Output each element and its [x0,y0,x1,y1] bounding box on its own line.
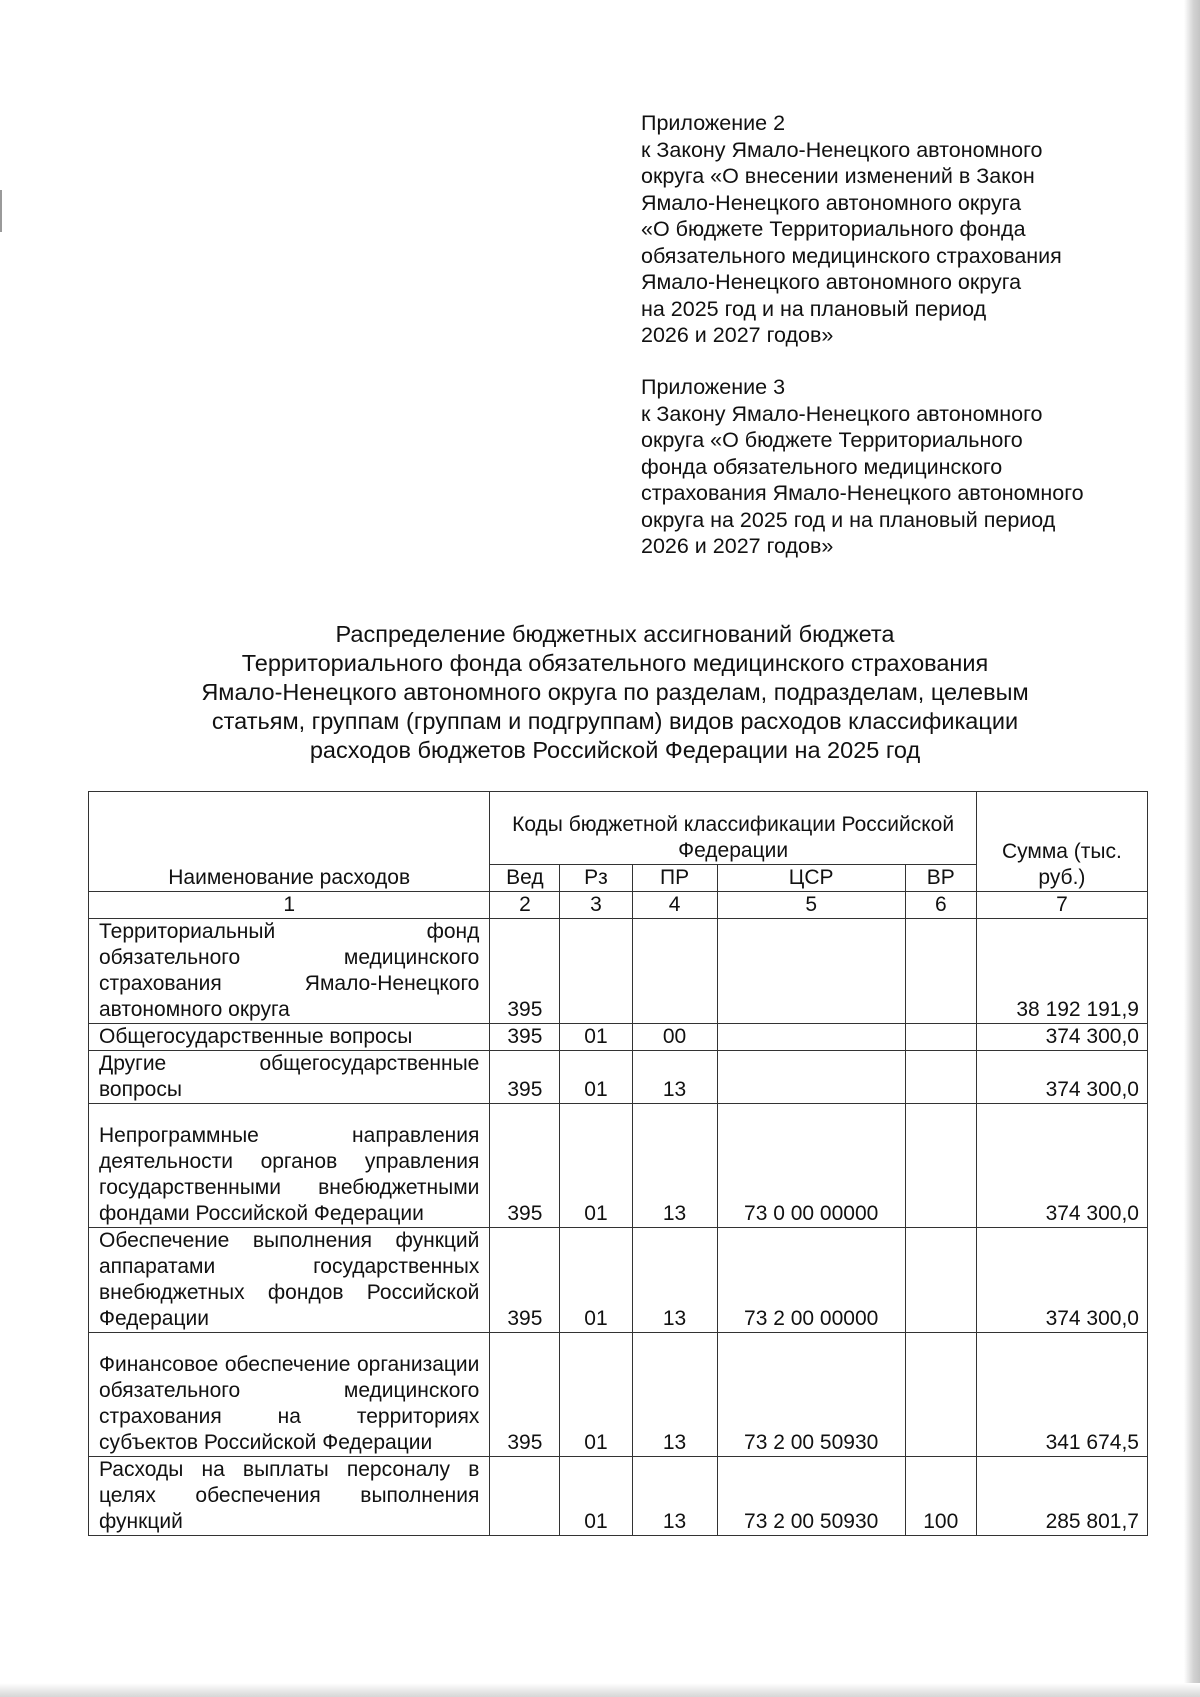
ved-cell: 395 [490,1333,560,1457]
column-number: 4 [632,892,717,919]
table-header [89,792,1148,919]
annex-line: Приложение 2 [641,111,786,135]
pr-cell [632,919,717,1024]
rz-cell: 01 [560,1228,632,1333]
header-csr: ЦСР [717,865,905,892]
rz-cell [560,919,632,1024]
page-edge-shadow [1184,0,1200,1697]
column-number: 1 [89,892,490,919]
csr-cell: 73 2 00 50930 [717,1333,905,1457]
column-number-row [89,892,1148,919]
pr-cell: 13 [632,1228,717,1333]
document-title [90,620,1140,765]
expense-name-cell: Другие общегосударственные вопросы [89,1051,490,1104]
csr-cell [717,1024,905,1051]
rz-cell: 01 [560,1333,632,1457]
vr-cell [905,1228,976,1333]
expense-name-cell: Обеспечение выполнения функций аппаратами государственных внебюджетных фондов Российской Федерации [89,1228,490,1333]
title-line: расходов бюджетов Российской Федерации на 2025 год [309,737,921,763]
table-row [89,919,1148,1024]
csr-cell: 73 2 00 00000 [717,1228,905,1333]
table-body [89,919,1148,1536]
pr-cell: 13 [632,1457,717,1536]
header-name: Наименование расходов [89,792,490,892]
table-row [89,1051,1148,1104]
title-line: Территориального фонда обязательного медицинского страхования [241,650,989,676]
header-ved: Вед [490,865,560,892]
ved-cell: 395 [490,1104,560,1228]
annex-line: обязательного медицинского страхования [641,243,1062,268]
annex-line: округа «О внесении изменений в Закон [641,164,1035,188]
title-line: Ямало-Ненецкого автономного округа по разделам, подразделам, целевым [201,679,1029,705]
vr-cell [905,919,976,1024]
sum-cell: 374 300,0 [976,1024,1147,1051]
vr-cell [905,1333,976,1457]
annex-2-header [641,110,1161,349]
annex-line: «О бюджете Территориального фонда [641,217,1026,241]
vr-cell [905,1051,976,1104]
annex-line: Ямало-Ненецкого автономного округа [641,190,1022,215]
title-line: Распределение бюджетных ассигнований бюджета [335,621,895,647]
expense-name-cell: Финансовое обеспечение организации обязательного медицинского страхования на территориях субъектов Российской Федерации [89,1333,490,1457]
annex-line: фонда обязательного медицинского [641,454,1003,479]
csr-cell: 73 2 00 50930 [717,1457,905,1536]
sum-cell: 341 674,5 [976,1333,1147,1457]
annex-line: 2026 и 2027 годов» [641,323,834,347]
header-rz: Рз [560,865,632,892]
scan-margin-mark [0,190,2,232]
vr-cell: 100 [905,1457,976,1536]
expense-name-cell: Территориальный фонд обязательного медицинского страхования Ямало-Ненецкого автономного округа [89,919,490,1024]
ved-cell: 395 [490,919,560,1024]
page-bottom-shadow [0,1683,1200,1697]
annex-line: округа «О бюджете Территориального [641,428,1023,452]
title-line: статьям, группам (группам и подгруппам) видов расходов классификации [211,708,1019,734]
column-number: 6 [905,892,976,919]
pr-cell: 13 [632,1104,717,1228]
ved-cell: 395 [490,1024,560,1051]
annex-line: Ямало-Ненецкого автономного округа [641,270,1022,294]
table-row [89,1457,1148,1536]
column-number: 7 [976,892,1147,919]
header-codes: Коды бюджетной классификации Российской Федерации [490,792,976,865]
column-number: 2 [490,892,560,919]
table-row [89,1104,1148,1228]
ved-cell: 395 [490,1051,560,1104]
pr-cell: 13 [632,1051,717,1104]
table-row [89,1228,1148,1333]
column-number: 5 [717,892,905,919]
csr-cell [717,919,905,1024]
annex-line: на 2025 год и на плановый период [641,296,987,321]
annex-line: страхования Ямало-Ненецкого автономного [641,481,1084,505]
sum-cell: 374 300,0 [976,1228,1147,1333]
pr-cell: 00 [632,1024,717,1051]
annex-3-header [641,374,1161,560]
header-vr: ВР [905,865,976,892]
table-row [89,1024,1148,1051]
annex-line: к Закону Ямало-Ненецкого автономного [641,137,1043,162]
rz-cell: 01 [560,1024,632,1051]
rz-cell: 01 [560,1051,632,1104]
ved-cell [490,1457,560,1536]
rz-cell: 01 [560,1104,632,1228]
annex-line: Приложение 3 [641,375,786,399]
header-pr: ПР [632,865,717,892]
ved-cell: 395 [490,1228,560,1333]
table-row [89,1333,1148,1457]
expense-name-cell: Непрограммные направления деятельности органов управления государственными внебюджетными фондами Российской Федерации [89,1104,490,1228]
sum-cell: 38 192 191,9 [976,919,1147,1024]
annex-line: к Закону Ямало-Ненецкого автономного [641,401,1043,426]
sum-cell: 285 801,7 [976,1457,1147,1536]
annex-line: 2026 и 2027 годов» [641,534,834,558]
sum-cell: 374 300,0 [976,1051,1147,1104]
pr-cell: 13 [632,1333,717,1457]
budget-table [88,791,1148,1536]
expense-name-cell: Общегосударственные вопросы [89,1024,490,1051]
csr-cell: 73 0 00 00000 [717,1104,905,1228]
annex-line: округа на 2025 год и на плановый период [641,507,1056,532]
vr-cell [905,1024,976,1051]
header-sum: Сумма (тыс. руб.) [976,792,1147,892]
sum-cell: 374 300,0 [976,1104,1147,1228]
column-number: 3 [560,892,632,919]
vr-cell [905,1104,976,1228]
csr-cell [717,1051,905,1104]
expense-name-cell: Расходы на выплаты персоналу в целях обеспечения выполнения функций [89,1457,490,1536]
rz-cell: 01 [560,1457,632,1536]
